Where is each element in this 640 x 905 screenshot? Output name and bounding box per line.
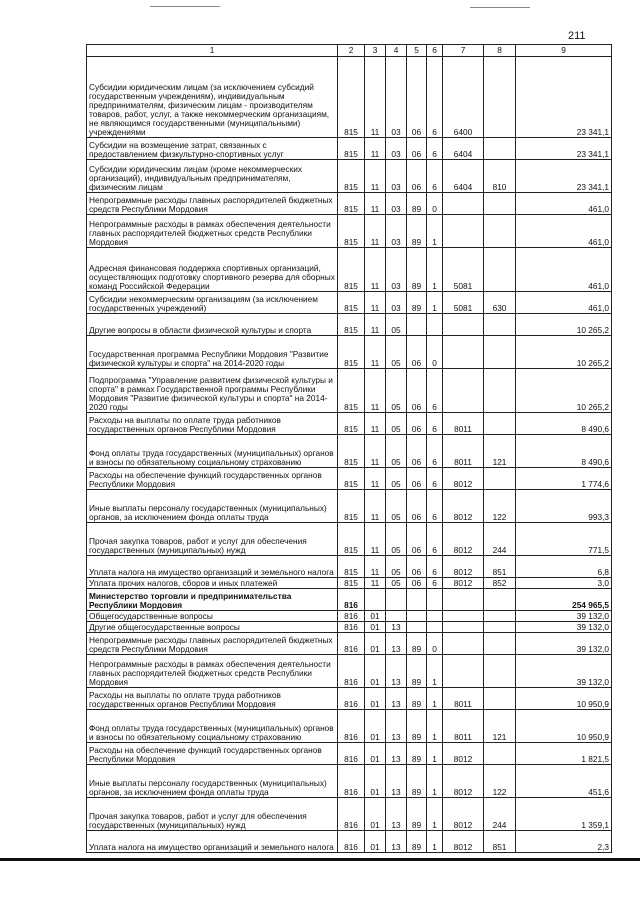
code-chapter: 816 <box>338 831 365 853</box>
code-section: 11 <box>365 413 386 435</box>
row-name: Субсидии некоммерческим организациям (за исключением государственных учреждений) <box>87 292 338 314</box>
row-amount: 451,6 <box>516 765 612 798</box>
code-expense-type <box>484 138 516 160</box>
code-subprogram: 6 <box>427 369 443 413</box>
table-row <box>87 193 612 215</box>
code-item: 8012 <box>443 765 484 798</box>
table-row <box>87 490 612 523</box>
row-name: Министерство торговли и предпринимательства Республики Мордовия <box>87 589 338 611</box>
code-subsection: 13 <box>386 710 407 743</box>
code-program: 06 <box>407 160 427 193</box>
row-name: Прочая закупка товаров, работ и услуг для обеспечения государственных (муниципальных) нужд <box>87 798 338 831</box>
code-subprogram: 1 <box>427 248 443 292</box>
code-subsection: 03 <box>386 57 407 138</box>
code-subsection: 13 <box>386 743 407 765</box>
code-expense-type <box>484 248 516 292</box>
row-amount: 10 265,2 <box>516 369 612 413</box>
code-section: 11 <box>365 490 386 523</box>
code-item <box>443 193 484 215</box>
row-name: Субсидии юридическим лицам (за исключением субсидий государственным учреждениям), индивидуальным предпринимателям, физическим лицам - производителям товаров, работ, услуг, а также некоммерческим организациям, не являющимся государственными (муниципальными) учреждениями <box>87 57 338 138</box>
code-program: 06 <box>407 369 427 413</box>
code-section: 11 <box>365 578 386 589</box>
table-row <box>87 369 612 413</box>
code-item: 8012 <box>443 490 484 523</box>
code-subsection: 13 <box>386 655 407 688</box>
code-item <box>443 215 484 248</box>
code-item <box>443 336 484 369</box>
code-item <box>443 611 484 622</box>
code-subsection: 03 <box>386 292 407 314</box>
code-subprogram <box>427 314 443 336</box>
row-amount: 461,0 <box>516 248 612 292</box>
code-section: 11 <box>365 292 386 314</box>
code-subprogram: 1 <box>427 292 443 314</box>
row-name: Расходы на выплаты по оплате труда работников государственных органов Республики Мордовия <box>87 413 338 435</box>
code-item: 8012 <box>443 578 484 589</box>
scan-artifact-line <box>150 6 220 7</box>
code-program: 89 <box>407 765 427 798</box>
code-chapter: 815 <box>338 57 365 138</box>
code-subsection: 05 <box>386 413 407 435</box>
row-amount: 23 341,1 <box>516 138 612 160</box>
row-amount: 10 265,2 <box>516 336 612 369</box>
table-row <box>87 215 612 248</box>
code-subsection: 05 <box>386 578 407 589</box>
code-chapter: 816 <box>338 633 365 655</box>
code-program: 89 <box>407 798 427 831</box>
code-subsection: 05 <box>386 490 407 523</box>
row-name: Уплата налога на имущество организаций и земельного налога <box>87 831 338 853</box>
column-header: 7 <box>443 45 484 57</box>
column-header: 4 <box>386 45 407 57</box>
table-row <box>87 710 612 743</box>
header-row <box>87 45 612 57</box>
code-chapter: 815 <box>338 578 365 589</box>
row-name: Фонд оплаты труда государственных (муниципальных) органов и взносы по обязательному социальному страхованию <box>87 710 338 743</box>
code-subprogram: 6 <box>427 57 443 138</box>
column-header: 8 <box>484 45 516 57</box>
code-subprogram: 6 <box>427 468 443 490</box>
table-row <box>87 611 612 622</box>
code-subprogram: 1 <box>427 743 443 765</box>
code-subsection: 13 <box>386 688 407 710</box>
table-body <box>87 57 612 853</box>
code-chapter: 815 <box>338 138 365 160</box>
code-subprogram: 1 <box>427 215 443 248</box>
row-amount: 6,8 <box>516 556 612 578</box>
code-section: 11 <box>365 138 386 160</box>
code-subprogram: 1 <box>427 710 443 743</box>
code-section: 11 <box>365 193 386 215</box>
code-item <box>443 622 484 633</box>
code-expense-type <box>484 622 516 633</box>
code-item: 6404 <box>443 138 484 160</box>
code-expense-type <box>484 688 516 710</box>
code-expense-type <box>484 314 516 336</box>
code-chapter: 816 <box>338 688 365 710</box>
code-section: 01 <box>365 688 386 710</box>
code-item: 8011 <box>443 413 484 435</box>
table-row <box>87 292 612 314</box>
code-program: 06 <box>407 138 427 160</box>
row-amount: 1 821,5 <box>516 743 612 765</box>
code-expense-type: 121 <box>484 710 516 743</box>
code-program: 89 <box>407 215 427 248</box>
code-subprogram: 0 <box>427 336 443 369</box>
code-item <box>443 633 484 655</box>
code-subsection <box>386 589 407 611</box>
code-expense-type: 851 <box>484 556 516 578</box>
code-subsection: 13 <box>386 765 407 798</box>
code-chapter: 815 <box>338 193 365 215</box>
code-expense-type <box>484 468 516 490</box>
code-subsection: 03 <box>386 193 407 215</box>
row-name: Фонд оплаты труда государственных (муниципальных) органов и взносы по обязательному социальному страхованию <box>87 435 338 468</box>
row-amount: 23 341,1 <box>516 57 612 138</box>
table-row <box>87 798 612 831</box>
code-section: 11 <box>365 215 386 248</box>
code-program: 89 <box>407 633 427 655</box>
code-program: 06 <box>407 490 427 523</box>
column-header: 6 <box>427 45 443 57</box>
code-subprogram: 1 <box>427 655 443 688</box>
code-section: 01 <box>365 798 386 831</box>
code-subsection: 03 <box>386 248 407 292</box>
code-program: 89 <box>407 743 427 765</box>
code-section <box>365 589 386 611</box>
table-row <box>87 248 612 292</box>
code-chapter: 816 <box>338 710 365 743</box>
code-chapter: 816 <box>338 765 365 798</box>
row-amount: 39 132,0 <box>516 655 612 688</box>
code-item: 8012 <box>443 798 484 831</box>
code-subsection: 13 <box>386 622 407 633</box>
page-number: 211 <box>568 30 586 42</box>
code-expense-type: 122 <box>484 765 516 798</box>
row-amount: 23 341,1 <box>516 160 612 193</box>
row-amount: 10 950,9 <box>516 710 612 743</box>
table-row <box>87 831 612 853</box>
code-chapter: 815 <box>338 160 365 193</box>
row-name: Другие общегосударственные вопросы <box>87 622 338 633</box>
code-expense-type: 121 <box>484 435 516 468</box>
code-program: 06 <box>407 336 427 369</box>
row-amount: 461,0 <box>516 215 612 248</box>
code-subprogram <box>427 611 443 622</box>
code-item: 8012 <box>443 523 484 556</box>
code-chapter: 815 <box>338 336 365 369</box>
code-chapter: 816 <box>338 798 365 831</box>
code-chapter: 815 <box>338 523 365 556</box>
row-amount: 1 774,6 <box>516 468 612 490</box>
code-subprogram: 6 <box>427 523 443 556</box>
code-expense-type <box>484 413 516 435</box>
code-subsection: 05 <box>386 556 407 578</box>
code-chapter: 816 <box>338 589 365 611</box>
code-chapter: 816 <box>338 611 365 622</box>
code-program: 89 <box>407 193 427 215</box>
code-item: 8011 <box>443 435 484 468</box>
code-subprogram: 6 <box>427 556 443 578</box>
column-header: 9 <box>516 45 612 57</box>
code-section: 11 <box>365 523 386 556</box>
code-program: 89 <box>407 655 427 688</box>
code-program: 89 <box>407 688 427 710</box>
code-chapter: 816 <box>338 622 365 633</box>
code-chapter: 815 <box>338 435 365 468</box>
code-subprogram: 0 <box>427 193 443 215</box>
code-subprogram: 6 <box>427 490 443 523</box>
code-item: 8011 <box>443 710 484 743</box>
code-section: 11 <box>365 336 386 369</box>
column-header: 2 <box>338 45 365 57</box>
code-item: 6404 <box>443 160 484 193</box>
code-subsection: 13 <box>386 831 407 853</box>
code-item: 8012 <box>443 468 484 490</box>
code-section: 01 <box>365 765 386 798</box>
row-amount: 993,3 <box>516 490 612 523</box>
table-row <box>87 622 612 633</box>
code-chapter: 816 <box>338 655 365 688</box>
code-item <box>443 589 484 611</box>
code-subprogram: 6 <box>427 138 443 160</box>
code-chapter: 816 <box>338 743 365 765</box>
code-subprogram <box>427 622 443 633</box>
code-subprogram: 1 <box>427 831 443 853</box>
table-row <box>87 413 612 435</box>
code-section: 11 <box>365 556 386 578</box>
table-row <box>87 765 612 798</box>
table-row <box>87 57 612 138</box>
row-amount: 8 490,6 <box>516 413 612 435</box>
code-program: 06 <box>407 57 427 138</box>
code-program: 89 <box>407 710 427 743</box>
code-section: 01 <box>365 655 386 688</box>
bottom-rule <box>0 858 640 861</box>
code-item: 5081 <box>443 292 484 314</box>
row-amount: 8 490,6 <box>516 435 612 468</box>
code-subsection: 13 <box>386 798 407 831</box>
row-name: Непрограммные расходы главных распорядителей бюджетных средств Республики Мордовия <box>87 633 338 655</box>
code-expense-type <box>484 369 516 413</box>
column-header: 1 <box>87 45 338 57</box>
code-section: 11 <box>365 468 386 490</box>
code-subprogram: 1 <box>427 688 443 710</box>
table-row <box>87 336 612 369</box>
code-item <box>443 369 484 413</box>
code-program <box>407 589 427 611</box>
code-program: 89 <box>407 248 427 292</box>
row-name: Непрограммные расходы в рамках обеспечения деятельности главных распорядителей бюджетных средств Республики Мордовия <box>87 215 338 248</box>
code-section: 01 <box>365 831 386 853</box>
row-name: Адресная финансовая поддержка спортивных организаций, осуществляющих подготовку спортивного резерва для сборных команд Российской Федерации <box>87 248 338 292</box>
code-program: 06 <box>407 468 427 490</box>
code-subprogram: 6 <box>427 578 443 589</box>
row-name: Субсидии на возмещение затрат, связанных с предоставлением физкультурно-спортивных услуг <box>87 138 338 160</box>
code-subsection: 03 <box>386 138 407 160</box>
row-name: Расходы на обеспечение функций государственных органов Республики Мордовия <box>87 743 338 765</box>
code-subsection: 05 <box>386 435 407 468</box>
table-row <box>87 523 612 556</box>
row-amount: 39 132,0 <box>516 622 612 633</box>
code-subprogram: 1 <box>427 798 443 831</box>
code-program <box>407 314 427 336</box>
row-name: Расходы на выплаты по оплате труда работников государственных органов Республики Мордовия <box>87 688 338 710</box>
budget-table <box>86 44 612 853</box>
code-program: 89 <box>407 292 427 314</box>
row-name: Расходы на обеспечение функций государственных органов Республики Мордовия <box>87 468 338 490</box>
table-row <box>87 556 612 578</box>
code-item: 8011 <box>443 688 484 710</box>
code-section: 11 <box>365 57 386 138</box>
code-program: 06 <box>407 523 427 556</box>
table-row <box>87 468 612 490</box>
row-amount: 461,0 <box>516 193 612 215</box>
code-program <box>407 611 427 622</box>
code-program: 06 <box>407 435 427 468</box>
code-chapter: 815 <box>338 314 365 336</box>
row-name: Общегосударственные вопросы <box>87 611 338 622</box>
code-section: 01 <box>365 622 386 633</box>
code-section: 01 <box>365 611 386 622</box>
row-amount: 3,0 <box>516 578 612 589</box>
row-amount: 10 265,2 <box>516 314 612 336</box>
code-program: 89 <box>407 831 427 853</box>
code-subprogram: 6 <box>427 160 443 193</box>
code-section: 11 <box>365 160 386 193</box>
table-row <box>87 138 612 160</box>
code-expense-type <box>484 743 516 765</box>
scan-artifact-line <box>470 7 530 8</box>
code-program: 06 <box>407 556 427 578</box>
code-subprogram <box>427 589 443 611</box>
code-subsection: 05 <box>386 468 407 490</box>
code-program: 06 <box>407 413 427 435</box>
code-program: 06 <box>407 578 427 589</box>
code-item: 6400 <box>443 57 484 138</box>
code-item: 8012 <box>443 556 484 578</box>
row-name: Прочая закупка товаров, работ и услуг для обеспечения государственных (муниципальных) нужд <box>87 523 338 556</box>
table-row <box>87 160 612 193</box>
row-name: Иные выплаты персоналу государственных (муниципальных) органов, за исключением фонда оплаты труда <box>87 490 338 523</box>
code-expense-type <box>484 633 516 655</box>
table-row <box>87 314 612 336</box>
code-subprogram: 1 <box>427 765 443 798</box>
code-expense-type: 852 <box>484 578 516 589</box>
code-item <box>443 655 484 688</box>
code-expense-type <box>484 655 516 688</box>
table-row <box>87 743 612 765</box>
code-item: 5081 <box>443 248 484 292</box>
code-subsection: 05 <box>386 369 407 413</box>
code-subsection <box>386 611 407 622</box>
code-expense-type: 122 <box>484 490 516 523</box>
code-section: 01 <box>365 633 386 655</box>
code-expense-type <box>484 336 516 369</box>
row-name: Уплата прочих налогов, сборов и иных платежей <box>87 578 338 589</box>
code-section: 01 <box>365 743 386 765</box>
code-section: 11 <box>365 248 386 292</box>
code-expense-type <box>484 57 516 138</box>
code-subprogram: 6 <box>427 435 443 468</box>
row-name: Непрограммные расходы главных распорядителей бюджетных средств Республики Мордовия <box>87 193 338 215</box>
code-section: 11 <box>365 369 386 413</box>
row-name: Уплата налога на имущество организаций и земельного налога <box>87 556 338 578</box>
code-subsection: 05 <box>386 523 407 556</box>
code-chapter: 815 <box>338 292 365 314</box>
table-row <box>87 578 612 589</box>
code-subsection: 03 <box>386 160 407 193</box>
code-chapter: 815 <box>338 490 365 523</box>
row-name: Субсидии юридическим лицам (кроме некоммерческих организаций), индивидуальным предпринимателям, физическим лицам <box>87 160 338 193</box>
code-expense-type: 244 <box>484 523 516 556</box>
code-subsection: 13 <box>386 633 407 655</box>
code-item: 8012 <box>443 831 484 853</box>
code-chapter: 815 <box>338 369 365 413</box>
row-amount: 1 359,1 <box>516 798 612 831</box>
code-expense-type <box>484 193 516 215</box>
code-section: 11 <box>365 435 386 468</box>
table-row <box>87 589 612 611</box>
code-chapter: 815 <box>338 215 365 248</box>
code-expense-type: 630 <box>484 292 516 314</box>
code-expense-type <box>484 611 516 622</box>
code-subprogram: 6 <box>427 413 443 435</box>
code-chapter: 815 <box>338 468 365 490</box>
code-expense-type <box>484 215 516 248</box>
code-program <box>407 622 427 633</box>
code-section: 11 <box>365 314 386 336</box>
code-item <box>443 314 484 336</box>
row-name: Государственная программа Республики Мордовия "Развитие физической культуры и спорта" на 2014-2020 годы <box>87 336 338 369</box>
row-amount: 39 132,0 <box>516 633 612 655</box>
code-section: 01 <box>365 710 386 743</box>
column-header: 5 <box>407 45 427 57</box>
code-expense-type: 810 <box>484 160 516 193</box>
code-subsection: 05 <box>386 314 407 336</box>
row-amount: 461,0 <box>516 292 612 314</box>
code-chapter: 815 <box>338 248 365 292</box>
code-expense-type <box>484 589 516 611</box>
table-row <box>87 633 612 655</box>
code-chapter: 815 <box>338 556 365 578</box>
code-expense-type: 851 <box>484 831 516 853</box>
row-name: Другие вопросы в области физической культуры и спорта <box>87 314 338 336</box>
table-row <box>87 655 612 688</box>
row-amount: 771,5 <box>516 523 612 556</box>
code-subprogram: 0 <box>427 633 443 655</box>
row-amount: 254 965,5 <box>516 589 612 611</box>
code-subsection: 05 <box>386 336 407 369</box>
code-subsection: 03 <box>386 215 407 248</box>
row-name: Подпрограмма "Управление развитием физической культуры и спорта" в рамках Государственной программы Республики Мордовия "Развитие физической культуры и спорта" на 2014-2020 годы <box>87 369 338 413</box>
row-amount: 10 950,9 <box>516 688 612 710</box>
row-amount: 39 132,0 <box>516 611 612 622</box>
table-row <box>87 688 612 710</box>
code-chapter: 815 <box>338 413 365 435</box>
row-name: Непрограммные расходы в рамках обеспечения деятельности главных распорядителей бюджетных средств Республики Мордовия <box>87 655 338 688</box>
code-item: 8012 <box>443 743 484 765</box>
row-amount: 2,3 <box>516 831 612 853</box>
row-name: Иные выплаты персоналу государственных (муниципальных) органов, за исключением фонда оплаты труда <box>87 765 338 798</box>
column-header: 3 <box>365 45 386 57</box>
code-expense-type: 244 <box>484 798 516 831</box>
table-row <box>87 435 612 468</box>
